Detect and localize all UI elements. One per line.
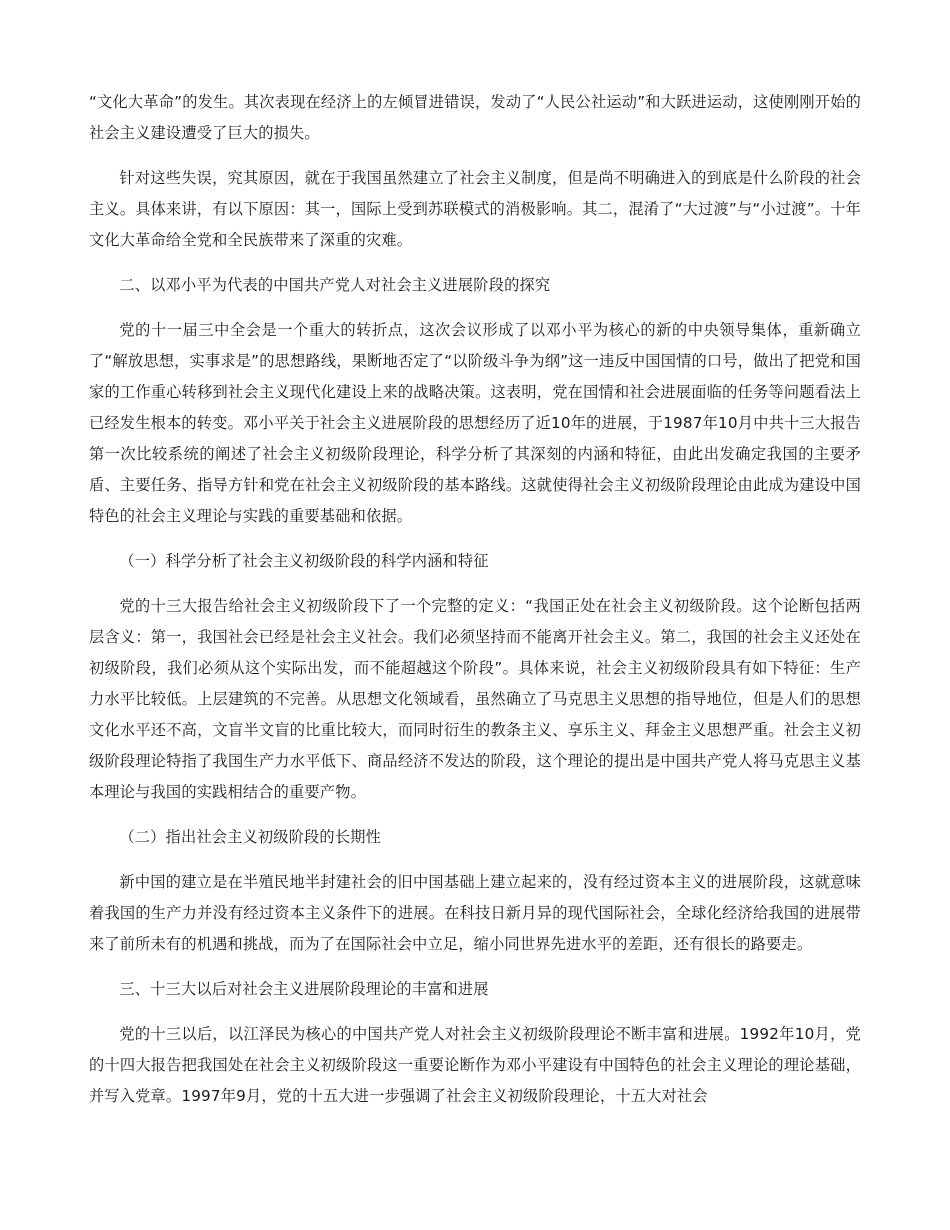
section-heading-after-thirteenth-congress: 三、十三大以后对社会主义进展阶段理论的丰富和进展 — [119, 980, 489, 998]
paragraph-thirteenth-congress-definition: 党的十三大报告给社会主义初级阶段下了一个完整的定义：“我国正处在社会主义初级阶段。这个论断包括两层含义：第一，我国社会已经是社会主义社会。我们必须坚持而不能离开社会主义。第二，我国的社会主义还处在初级阶段，我们必须从这个实际出发，而不能超越这个阶段”。具体来说，社会主义初级阶段具有如下特征：生产力水平比较低。上层建筑的不完善。从思想文化领域看，虽然确立了马克思主义思想的指导地位，但是人们的思想文化水平还不高，文盲半文盲的比重比较大，而同时衍生的教条主义、享乐主义、拜金主义思想严重。社会主义初级阶段理论特指了我国生产力水平低下、商品经济不发达的阶段，这个理论的提出是中国共产党人将马克思主义基本理论与我国的实践相结合的重要产物。 — [89, 597, 861, 801]
paragraph-cultural-revolution-continuation: “文化大革命”的发生。其次表现在经济上的左倾冒进错误，发动了“人民公社运动”和大跃进运动，这使刚刚开始的社会主义建设遭受了巨大的损失。 — [89, 93, 861, 142]
paragraph-causes-of-mistakes: 针对这些失误，究其原因，就在于我国虽然建立了社会主义制度，但是尚不明确进入的到底是什么阶段的社会主义。具体来讲，有以下原因：其一，国际上受到苏联模式的消极影响。其二，混淆了“大过渡”与“小过渡”。十年文化大革命给全党和全民族带来了深重的灾难。 — [89, 169, 861, 249]
paragraph-jiang-zemin-development: 党的十三以后，以江泽民为核心的中国共产党人对社会主义初级阶段理论不断丰富和进展。1992年10月，党的十四大报告把我国处在社会主义初级阶段这一重要论断作为邓小平建设有中国特色的社会主义理论的理论基础，并写入党章。1997年9月，党的十五大进一步强调了社会主义初级阶段理论，十五大对社会 — [89, 1025, 861, 1105]
subheading-long-term-nature: （二）指出社会主义初级阶段的长期性 — [119, 828, 381, 846]
paragraph-new-china-founding: 新中国的建立是在半殖民地半封建社会的旧中国基础上建立起来的，没有经过资本主义的进展阶段，这就意味着我国的生产力并没有经过资本主义条件下的进展。在科技日新月异的现代国际社会，全球化经济给我国的进展带来了前所未有的机遇和挑战，而为了在国际社会中立足，缩小同世界先进水平的差距，还有很长的路要走。 — [89, 873, 861, 953]
paragraph-third-plenum: 党的十一届三中全会是一个重大的转折点，这次会议形成了以邓小平为核心的新的中央领导集体，重新确立了“解放思想，实事求是”的思想路线，果断地否定了“以阶级斗争为纲”这一违反中国国情的口号，做出了把党和国家的工作重心转移到社会主义现代化建设上来的战略决策。这表明，党在国情和社会进展面临的任务等问题看法上已经发生根本的转变。邓小平关于社会主义进展阶段的思想经历了近10年的进展，于1987年10月中共十三大报告第一次比较系统的阐述了社会主义初级阶段理论，科学分析了其深刻的内涵和特征，由此出发确定我国的主要矛盾、主要任务、指导方针和党在社会主义初级阶段的基本路线。这就使得社会主义初级阶段理论由此成为建设中国特色的社会主义理论与实践的重要基础和依据。 — [89, 321, 861, 525]
section-heading-deng-xiaoping: 二、以邓小平为代表的中国共产党人对社会主义进展阶段的探究 — [119, 276, 551, 294]
document-body — [89, 87, 861, 1126]
subheading-scientific-connotation: （一）科学分析了社会主义初级阶段的科学内涵和特征 — [119, 552, 489, 570]
